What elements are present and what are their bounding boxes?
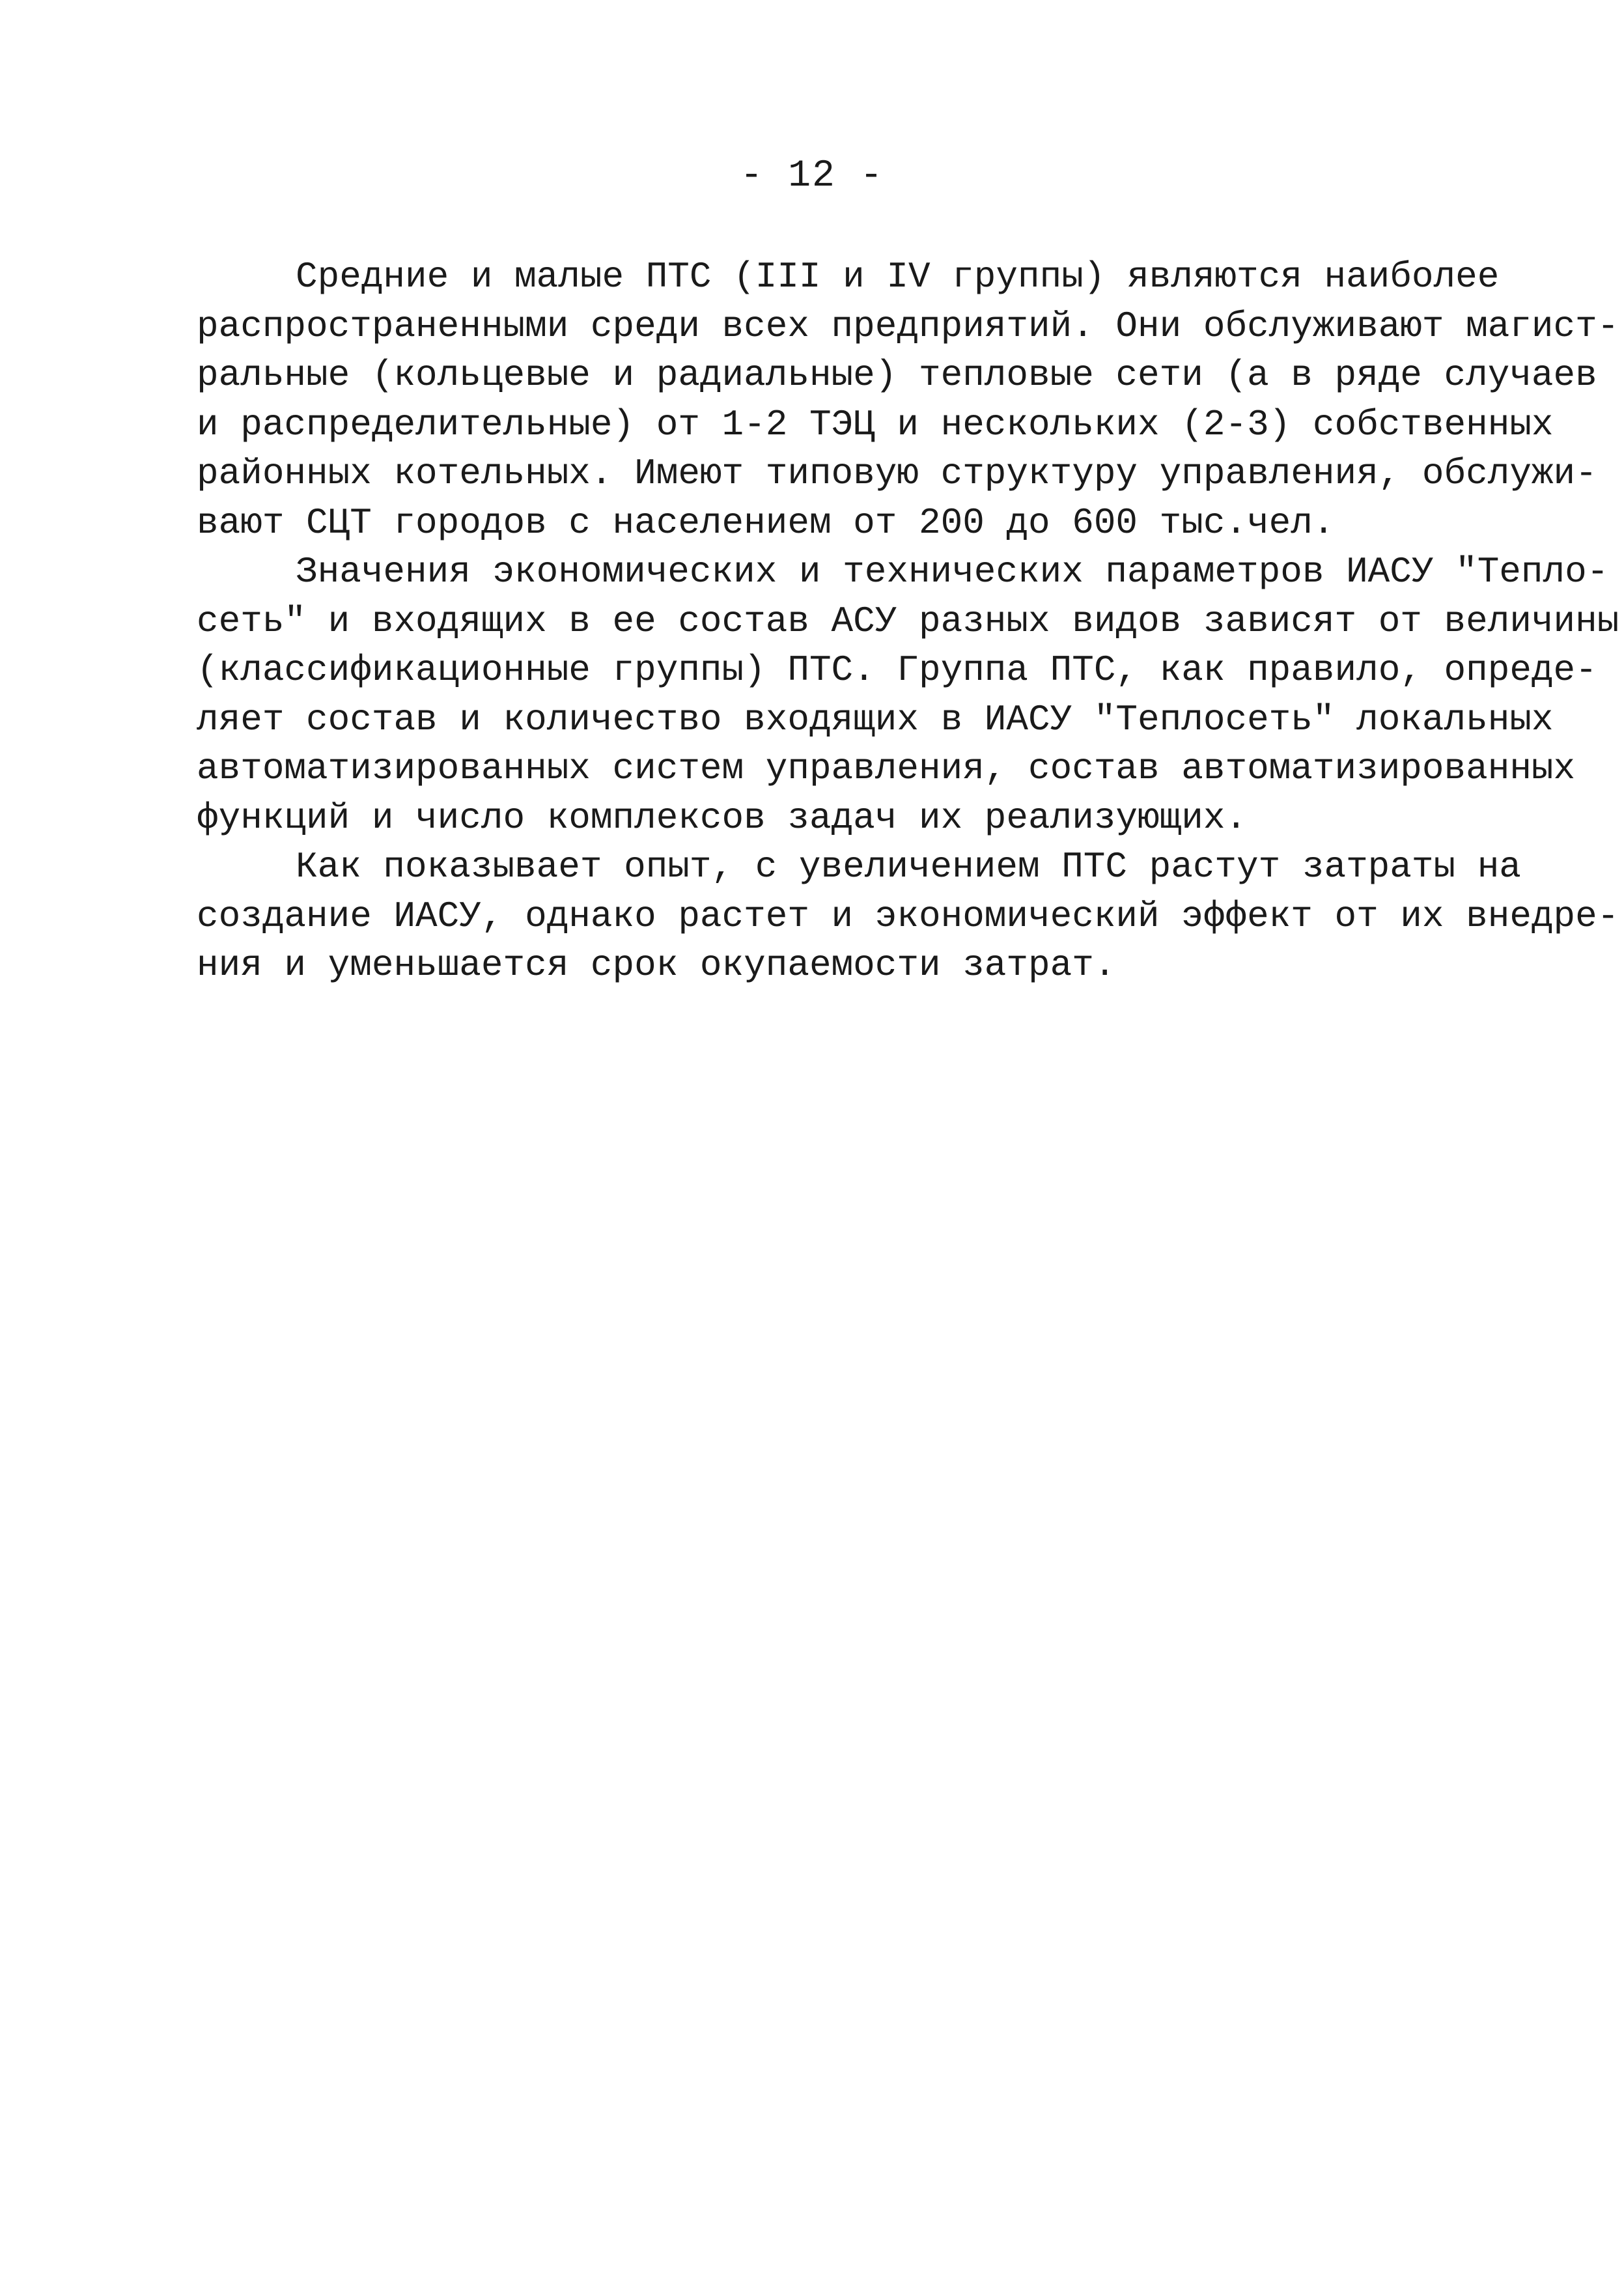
body-text bbox=[197, 253, 1619, 991]
paragraph-1-line-4: и распределительные) от 1-2 ТЭЦ и нескольких (2-3) собственных bbox=[197, 403, 1554, 445]
paragraph-1-line-6: вают СЦТ городов с населением от 200 до 600 тыс.чел. bbox=[197, 501, 1335, 544]
paragraph-1-line-1: Средние и малые ПТС (III и IV группы) являются наиболее bbox=[296, 256, 1500, 298]
paragraph-2-line-5: автоматизированных систем управления, состав автоматизированных bbox=[197, 748, 1576, 789]
paragraph-1-line-3: ральные (кольцевые и радиальные) тепловые сети (а в ряде случаев bbox=[197, 354, 1597, 396]
paragraph-2-line-6: функций и число комплексов задач их реализующих. bbox=[197, 796, 1248, 839]
paragraph-1-line-5: районных котельных. Имеют типовую структуру управления, обслужи- bbox=[197, 453, 1597, 494]
paragraph-2-line-4: ляет состав и количество входящих в ИАСУ "Теплосеть" локальных bbox=[197, 698, 1554, 740]
paragraph-3-line-3: ния и уменьшается срок окупаемости затрат. bbox=[197, 944, 1116, 986]
paragraph-2-line-3: (классификационные группы) ПТС. Группа ПТС, как правило, опреде- bbox=[197, 649, 1597, 691]
paragraph-1-line-2: распространенными среди всех предприятий. Они обслуживают магист- bbox=[197, 305, 1619, 347]
paragraph-3-line-2: создание ИАСУ, однако растет и экономический эффект от их внедре- bbox=[197, 895, 1619, 937]
paragraph-2-line-1: Значения экономических и технических параметров ИАСУ "Тепло- bbox=[296, 551, 1609, 593]
paragraph-3-line-1: Как показывает опыт, с увеличением ПТС растут затраты на bbox=[296, 846, 1521, 888]
paragraph-2-line-2: сеть" и входящих в ее состав АСУ разных видов зависят от величины bbox=[197, 600, 1619, 642]
page-number: - 12 - bbox=[740, 155, 884, 197]
